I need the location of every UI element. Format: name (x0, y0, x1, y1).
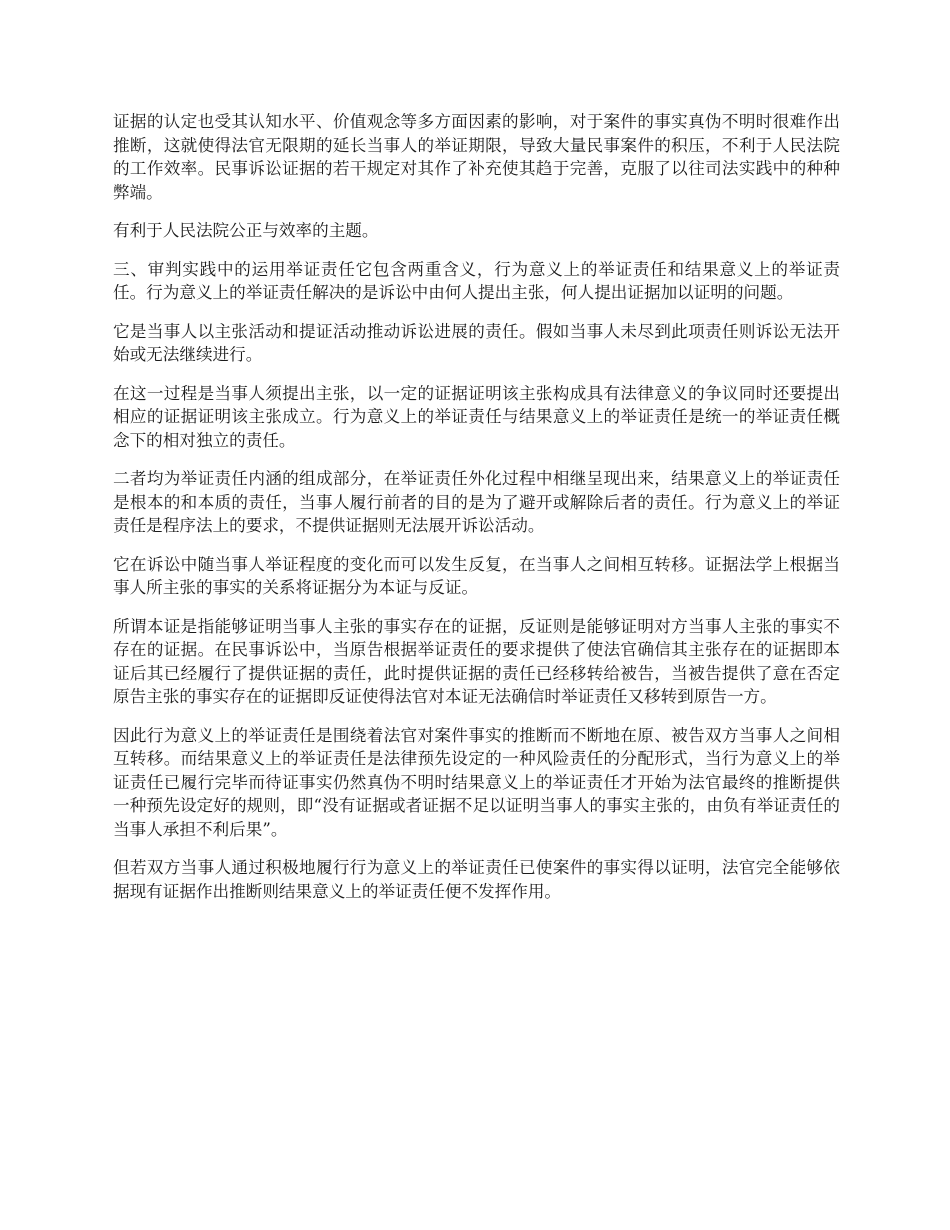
document-body (113, 110, 840, 918)
paragraph-6: 二者均为举证责任内涵的组成部分，在举证责任外化过程中相继呈现出来，结果意义上的举证责任是根本的和本质的责任，当事人履行前者的目的是为了避开或解除后者的责任。行为意义上的举证责任是程序法上的要求，不提供证据则无法展开诉讼活动。 (113, 469, 840, 535)
paragraph-4: 它是当事人以主张活动和提证活动推动诉讼进展的责任。假如当事人未尽到此项责任则诉讼无法开始或无法继续进行。 (113, 321, 840, 364)
paragraph-7: 它在诉讼中随当事人举证程度的变化而可以发生反复，在当事人之间相互转移。证据法学上根据当事人所主张的事实的关系将证据分为本证与反证。 (113, 554, 840, 597)
paragraph-10: 但若双方当事人通过积极地履行行为意义上的举证责任已使案件的事实得以证明，法官完全能够依据现有证据作出推断则结果意义上的举证责任便不发挥作用。 (113, 858, 840, 901)
paragraph-5: 在这一过程是当事人须提出主张，以一定的证据证明该主张构成具有法律意义的争议同时还要提出相应的证据证明该主张成立。行为意义上的举证责任与结果意义上的举证责任是统一的举证责任概念下的相对独立的责任。 (113, 383, 840, 450)
paragraph-1: 证据的认定也受其认知水平、价值观念等多方面因素的影响，对于案件的事实真伪不明时很难作出推断，这就使得法官无限期的延长当事人的举证期限，导致大量民事案件的积压，不利于人民法院的工作效率。民事诉讼证据的若干规定对其作了补充使其趋于完善，克服了以往司法实践中的种种弊端。 (113, 112, 840, 202)
paragraph-2: 有利于人民法院公正与效率的主题。 (113, 221, 379, 240)
paragraph-9: 因此行为意义上的举证责任是围绕着法官对案件事实的推断而不断地在原、被告双方当事人之间相互转移。而结果意义上的举证责任是法律预先设定的一种风险责任的分配形式，当行为意义上的举证责任已履行完毕而待证事实仍然真伪不明时结果意义上的举证责任才开始为法官最终的推断提供一种预先设定好的规则，即“没有证据或者证据不足以证明当事人的事实主张的，由负有举证责任的当事人承担不利后果”。 (113, 725, 840, 839)
paragraph-8: 所谓本证是指能够证明当事人主张的事实存在的证据，反证则是能够证明对方当事人主张的事实不存在的证据。在民事诉讼中，当原告根据举证责任的要求提供了使法官确信其主张存在的证据即本证后其已经履行了提供证据的责任，此时提供证据的责任已经移转给被告，当被告提供了意在否定原告主张的事实存在的证据即反证使得法官对本证无法确信时举证责任又移转到原告一方。 (113, 616, 840, 706)
paragraph-3: 三、审判实践中的运用举证责任它包含两重含义，行为意义上的举证责任和结果意义上的举证责任。行为意义上的举证责任解决的是诉讼中由何人提出主张，何人提出证据加以证明的问题。 (113, 259, 840, 302)
